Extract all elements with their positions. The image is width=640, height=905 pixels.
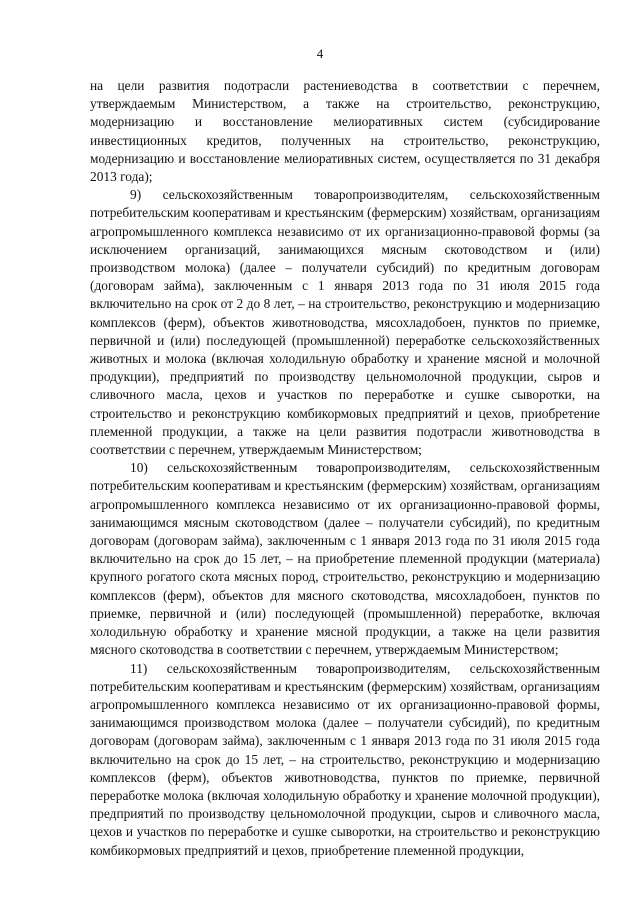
paragraph-item-9: 9) сельскохозяйственным товаропроизводителям, сельскохозяйственным потребительским кооперативам и крестьянским (фермерским) хозяйствам, организациям агропромышленного комплекса независимо от их организационно-правовой формы (за исключением организаций, занимающихся мясным скотоводством и (или) производством молока) (далее – получатели субсидий) по кредитным договорам (договорам займа), заключенным с 1 января 2013 года по 31 июля 2015 года включительно на срок от 2 до 8 лет, – на строительство, реконструкцию и модернизацию комплексов (ферм), объектов животноводства, мясохладобоен, пунктов по приемке, первичной и (или) последующей (промышленной) переработке сельскохозяйственных животных и молока (включая холодильную обработку и хранение мясной и молочной продукции), предприятий по производству цельномолочной продукции, сыров и сливочного масла, цехов и участков по переработке и сушке сыворотки, на строительство и реконструкцию комбикормовых предприятий и цехов, приобретение племенной продукции, а также на цели развития подотрасли животноводства в соответствии с перечнем, утверждаемым Министерством;	[90, 187, 600, 458]
paragraph-item-10: 10) сельскохозяйственным товаропроизводителям, сельскохозяйственным потребительским кооперативам и крестьянским (фермерским) хозяйствам, организациям агропромышленного комплекса независимо от их организационно-правовой формы, занимающимся мясным скотоводством (далее – получатели субсидий), по кредитным договорам (договорам займа), заключенным с 1 января 2013 года по 31 июля 2015 года включительно на срок до 15 лет, – на приобретение племенной продукции (материала) крупного рогатого скота мясных пород, строительство, реконструкцию и модернизацию комплексов (ферм), объектов для мясного скотоводства, мясохладобоен, пунктов по приемке, первичной и (или) последующей (промышленной) переработке, включая холодильную обработку и хранение мясной продукции, а также на цели развития мясного скотоводства в соответствии с перечнем, утверждаемым Министерством;	[90, 460, 600, 658]
paragraph-continuation: на цели развития подотрасли растениеводства в соответствии с перечнем, утверждаемым Министерством, а также на строительство, реконструкцию, модернизацию и восстановление мелиоративных систем (субсидирование инвестиционных кредитов, полученных на строительство, реконструкцию, модернизацию и восстановление мелиоративных систем, осуществляется по 31 декабря 2013 года);	[90, 78, 600, 185]
document-body	[90, 77, 600, 860]
page-number: 4	[316, 46, 324, 61]
paragraph-item-11: 11) сельскохозяйственным товаропроизводителям, сельскохозяйственным потребительским кооперативам и крестьянским (фермерским) хозяйствам, организациям агропромышленного комплекса независимо от их организационно-правовой формы, занимающимся производством молока (далее – получатели субсидий), по кредитным договорам (договорам займа), заключенным с 1 января 2013 года по 31 июля 2015 года включительно на срок до 15 лет, – на строительство, реконструкцию и модернизацию комплексов (ферм), объектов животноводства, пунктов по приемке, первичной переработке молока (включая холодильную обработку и хранение молочной продукции), предприятий по производству цельномолочной продукции, сыров и сливочного масла, цехов и участков по переработке и сушке сыворотки, на строительство и реконструкцию комбикормовых предприятий и цехов, приобретение племенной продукции,	[90, 660, 600, 858]
